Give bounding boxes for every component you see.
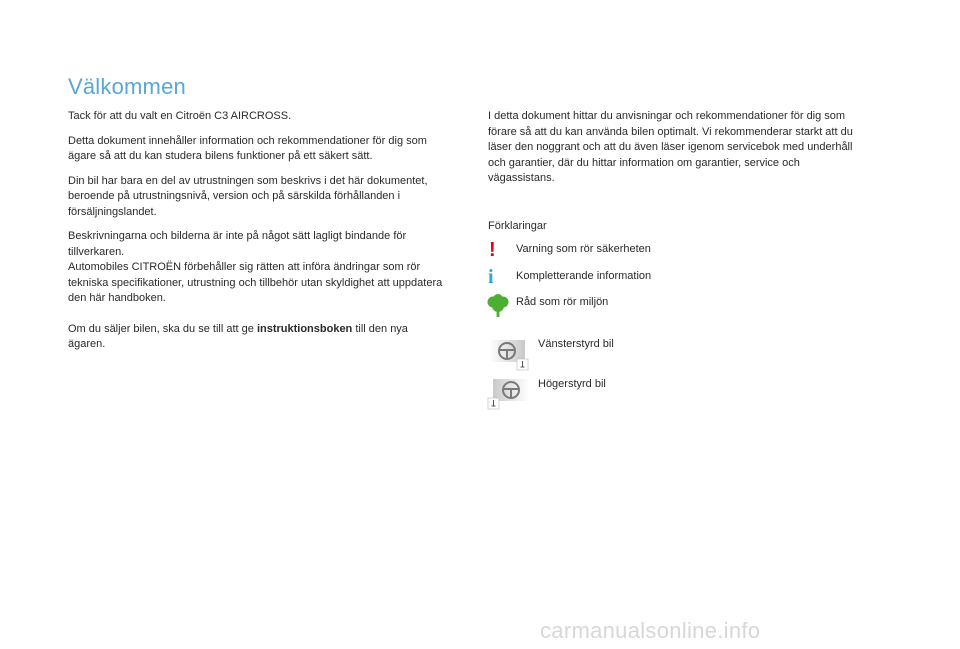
info-icon: i [488,266,494,288]
legend-environment-label: Råd som rör miljön [516,296,609,308]
page-title: Välkommen [68,74,186,99]
left-column [68,109,446,362]
right-hand-drive-icon [487,376,531,415]
paragraph: Din bil har bara en del av utrustningen som beskrivs i det här dokumentet, beroende på utrustningsnivå, version och på särskilda förhållanden i försäljningslandet. [68,174,428,218]
paragraph-line: Beskrivningarna och bilderna är inte på något sätt lagligt bindande för tillverkaren. [68,230,407,258]
watermark: carmanualsonline.info [540,618,761,643]
paragraph: I detta dokument hittar du anvisningar och rekommendationer för dig som förare så att du kan använda bilen optimalt. Vi rekommenderar starkt att du läser den noggrant och att du även läser igenom servicebok med underhåll och garantier, där du hittar information om garantier, service och vägassistans. [488,110,853,184]
text-run: Om du säljer bilen, ska du se till att ge [68,322,257,335]
paragraph [68,229,446,307]
legend-heading: Förklaringar [488,220,547,232]
warning-icon: ! [489,239,496,261]
paragraph: Detta dokument innehåller information och rekommendationer för dig som ägare så att du kan studera bilens funktioner på ett säkert sätt. [68,134,427,162]
legend-rhd-label: Högerstyrd bil [538,378,606,390]
leaf-icon [486,293,510,322]
legend-warning-label: Varning som rör säkerheten [516,243,651,255]
paragraph: Tack för att du valt en Citroën C3 AIRCROSS. [68,110,292,122]
right-column [488,109,868,196]
legend-lhd-label: Vänsterstyrd bil [538,338,614,350]
text-run: till den nya ägaren. [68,322,408,350]
left-hand-drive-icon [489,337,531,376]
bold-term: instruktionsboken [256,322,353,335]
paragraph-line: Automobiles CITROËN förbehåller sig rätten att införa ändringar som rör tekniska specifikationer, utrustning och tillbehör utan skyldighet att uppdatera den här handboken. [68,261,443,304]
legend-info-label: Kompletterande information [516,270,652,282]
paragraph [68,322,446,353]
